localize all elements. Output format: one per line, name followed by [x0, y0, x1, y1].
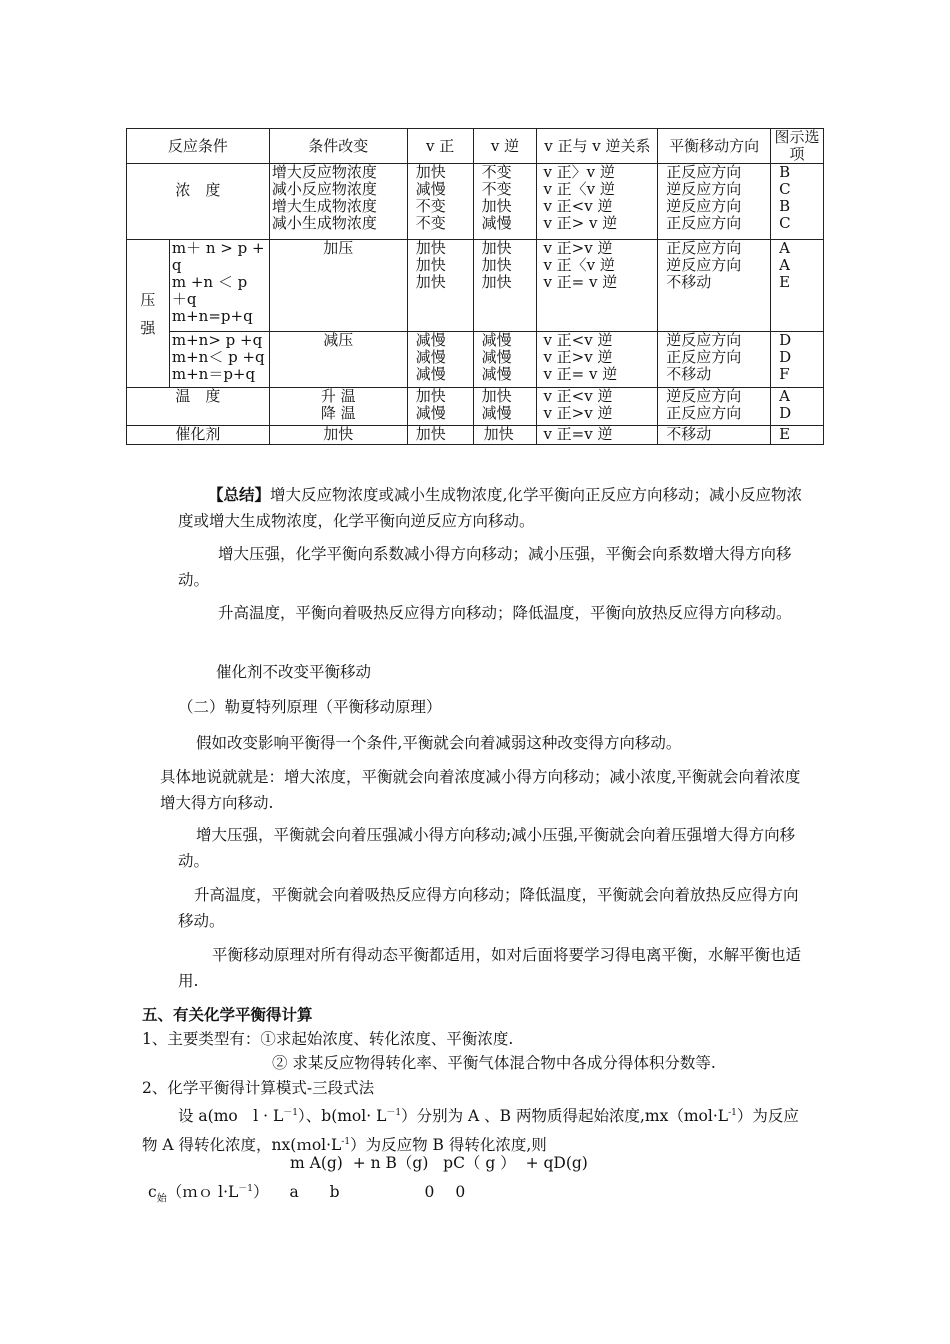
header-direction: 平衡移动方向	[658, 129, 771, 164]
section-5-item-1: 1、主要类型有：①求起始浓度、转化浓度、平衡浓度.	[142, 1030, 514, 1048]
cell-v-forward: 加快	[407, 426, 473, 445]
table-row-pressure-increase	[127, 240, 824, 332]
table-row-catalyst	[127, 426, 824, 445]
cell-v-forward: 加快 减慢 不变 不变	[407, 164, 473, 240]
cell-pressure-condition: m+n> p +q m+n＜ p +q m+n＝p+q	[169, 332, 269, 388]
cell-v-reverse: 加快 减慢	[473, 388, 537, 426]
value-c: 0	[424, 1183, 435, 1202]
principle-paragraph-1: 假如改变影响平衡得一个条件,平衡就会向着减弱这种改变得方向移动。	[196, 734, 682, 752]
table-row-temperature	[127, 388, 824, 426]
equilibrium-conditions-table	[126, 128, 824, 445]
cell-change: 减压	[269, 332, 407, 388]
header-v-forward: v 正	[407, 129, 473, 164]
header-relation: v 正与 v 逆关系	[537, 129, 658, 164]
cell-option: B C B C	[771, 164, 824, 240]
summary-paragraph-4: 催化剂不改变平衡移动	[216, 663, 372, 681]
section-5-title: 五、有关化学平衡得计算	[142, 1005, 313, 1024]
cell-direction: 逆反应方向 正反应方向	[658, 388, 771, 426]
cell-option: A A E	[771, 240, 824, 332]
table-row-pressure-decrease	[127, 332, 824, 388]
cell-direction: 正反应方向 逆反应方向 逆反应方向 正反应方向	[658, 164, 771, 240]
principle-paragraph-4: 升高温度，平衡就会向着吸热反应得方向移动；降低温度，平衡就会向着放热反应得方向移动。	[178, 886, 799, 930]
summary-paragraph-3: 升高温度，平衡向着吸热反应得方向移动；降低温度，平衡向放热反应得方向移动。	[218, 604, 792, 622]
cell-relation: v 正<v 逆 v 正>v 逆	[537, 388, 658, 426]
row-label-catalyst: 催化剂	[127, 426, 270, 445]
summary-tag: 【总结】	[208, 485, 271, 504]
value-d: 0	[455, 1183, 466, 1202]
table-row-concentration	[127, 164, 824, 240]
principle-paragraph-2: 具体地说就就是：增大浓度，平衡就会向着浓度减小得方向移动；减小浓度,平衡就会向着浓度增大得方向移动.	[160, 768, 801, 812]
header-change: 条件改变	[269, 129, 407, 164]
section-5-item-2: 2、化学平衡得计算模式-三段式法	[142, 1079, 375, 1097]
cell-v-forward: 加快 加快 加快	[407, 240, 473, 332]
cell-v-forward: 减慢 减慢 减慢	[407, 332, 473, 388]
row-label-temperature: 温 度	[127, 388, 270, 426]
initial-concentration-row: $c_始(mo$ $l\cdot L^{-1}$） a b 0 0	[148, 1183, 466, 1205]
cell-v-reverse: 减慢 减慢 减慢	[473, 332, 537, 388]
cell-change: 加快	[269, 426, 407, 445]
cell-direction: 逆反应方向 正反应方向 不移动	[658, 332, 771, 388]
cell-v-reverse: 不变 不变 加快 减慢	[473, 164, 537, 240]
reaction-equation: m A(g) + n B（g) pC（ g ） + qD(g)	[290, 1154, 588, 1172]
header-option: 图示选项	[771, 129, 824, 164]
header-condition: 反应条件	[127, 129, 270, 164]
summary-paragraph-2: 增大压强，化学平衡向系数减小得方向移动；减小压强，平衡会向系数增大得方向移动。	[178, 545, 792, 589]
cell-relation: v 正<v 逆 v 正>v 逆 v 正= v 逆	[537, 332, 658, 388]
cell-option: D D F	[771, 332, 824, 388]
cell-option: A D	[771, 388, 824, 426]
value-b: b	[329, 1183, 340, 1202]
cell-pressure-condition: m＋ n > p + q m +n ＜ p ＋q m+n=p+q	[169, 240, 269, 332]
cell-change: 升 温 降 温	[269, 388, 407, 426]
summary-paragraph-1: 【总结】增大反应物浓度或减小生成物浓度,化学平衡向正反应方向移动；减小反应物浓度或增大生成物浓度，化学平衡向逆反应方向移动。	[178, 485, 802, 530]
value-a: a	[289, 1183, 299, 1202]
section-5-item-1b: ② 求某反应物得转化率、平衡气体混合物中各成分得体积分数等.	[272, 1054, 716, 1072]
principle-title: （二）勒夏特列原理（平衡移动原理）	[178, 698, 442, 716]
cell-option: E	[771, 426, 824, 445]
cell-change: 增大反应物浓度 减小反应物浓度 增大生成物浓度 减小生成物浓度	[269, 164, 407, 240]
table-header-row	[127, 129, 824, 164]
cell-relation: v 正〉v 逆 v 正〈v 逆 v 正<v 逆 v 正> v 逆	[537, 164, 658, 240]
three-step-setup: 设 a(mo $l \cdot L^{-1}$）、$b(mol\cdot L^{-1})$分别为 A 、B 两物质得起始浓度$,mx(mol\cdot L^{-1})$为反应物 A 得转化浓度，$nx(mol\cdot L^{-1})$为反应物 B 得转化浓度,则	[142, 1107, 799, 1155]
cell-v-reverse: 加快 加快 加快	[473, 240, 537, 332]
principle-paragraph-5: 平衡移动原理对所有得动态平衡都适用，如对后面将要学习得电离平衡，水解平衡也适用.	[178, 946, 802, 990]
row-label-pressure: 压 强	[127, 240, 170, 388]
header-v-reverse: v 逆	[473, 129, 537, 164]
cell-relation: v 正=v 逆	[537, 426, 658, 445]
cell-direction: 正反应方向 逆反应方向 不移动	[658, 240, 771, 332]
cell-direction: 不移动	[658, 426, 771, 445]
cell-change: 加压	[269, 240, 407, 332]
cell-relation: v 正>v 逆 v 正〈v 逆 v 正= v 逆	[537, 240, 658, 332]
principle-paragraph-3: 增大压强，平衡就会向着压强减小得方向移动;减小压强,平衡就会向着压强增大得方向移动。	[178, 826, 796, 870]
cell-v-reverse: 加快	[473, 426, 537, 445]
cell-v-forward: 加快 减慢	[407, 388, 473, 426]
row-label-concentration: 浓 度	[127, 164, 270, 240]
